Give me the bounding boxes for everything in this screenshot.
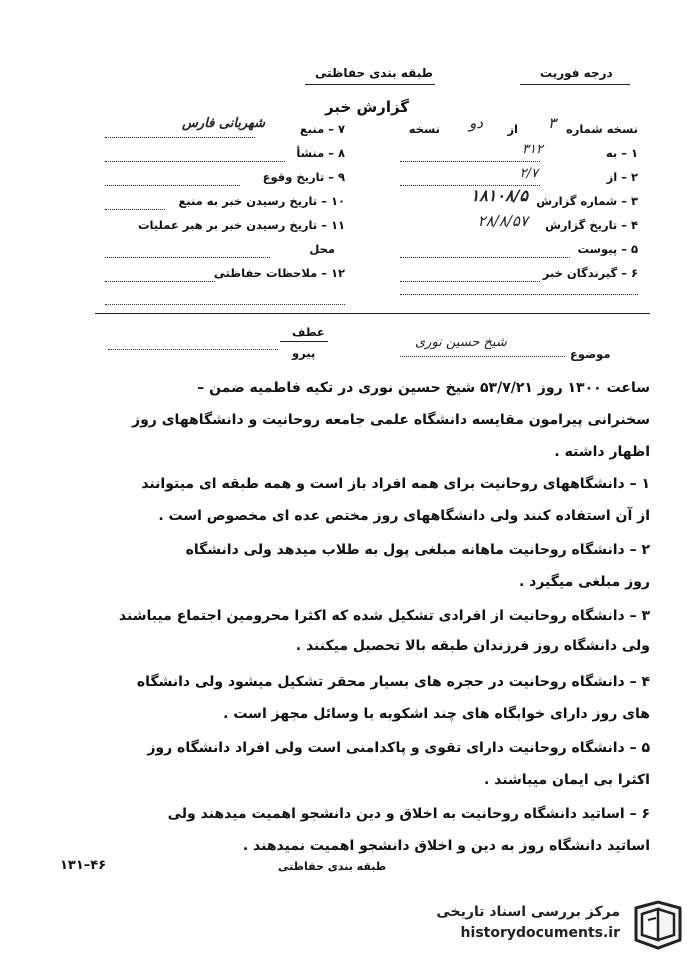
follow-up-label: پیرو [292, 346, 316, 360]
field-label: ۷ – منبع [299, 122, 345, 136]
handwritten-report-date: ۲۸/۸/۵۷ [477, 212, 528, 230]
field-label: ۴ – تاریخ گزارش [545, 218, 638, 232]
watermark-url: historydocuments.ir [460, 925, 620, 941]
field-label: ۱۰ – تاریخ رسیدن خبر به منبع [178, 194, 345, 208]
handwritten-to: ۳۱۲ [522, 142, 543, 157]
reference-label: عطف [292, 325, 325, 339]
archive-logo-icon [628, 900, 686, 950]
field-label: از [507, 122, 518, 136]
body-line: سخنرانی پیرامون مقایسه دانشگاه علمی جامعه روحانیت و دانشگاههای روز [132, 412, 650, 428]
field-label: ۵ – پیوست [577, 242, 638, 256]
handwritten-source: شهربانی فارس [182, 116, 265, 131]
left-field-block [105, 118, 345, 308]
field-label: محل [309, 242, 335, 256]
dotted-line [400, 280, 540, 282]
body-line: ۱ – دانشگاههای روحانیت برای همه افراد باز است و همه طبقه ای میتوانند [141, 476, 650, 492]
dotted-line [400, 256, 570, 258]
dotted-line [105, 303, 345, 305]
dotted-line [105, 280, 215, 282]
field-label: نسخه [408, 122, 440, 136]
field-label: ۸ – منشأ [296, 146, 345, 160]
dotted-line [400, 293, 638, 295]
field-label: ۹ – تاریخ وقوع [262, 170, 345, 184]
handwritten-copy-total: دو [469, 114, 483, 132]
subject-value: شیخ حسین نوری [415, 335, 507, 350]
dotted-line [105, 184, 240, 186]
body-line: از آن استفاده کنند ولی دانشگاههای روز مختص عده ای مخصوص است . [158, 508, 650, 524]
body-line: ۲ – دانشگاه روحانیت ماهانه مبلغی پول به طلاب میدهد ولی دانشگاه [185, 542, 650, 558]
body-line: اساتید دانشگاه روز به دین و اخلاق دانشجو اهمیت نمیدهند . [242, 838, 650, 854]
footer-classification: طبقه بندی حفاظتی [278, 860, 387, 873]
field-label: نسخه شماره [565, 122, 638, 136]
page-title: گزارش خبر [325, 98, 410, 116]
body-line: ساعت ۱۳۰۰ روز ۵۳/۷/۲۱ شیخ حسین نوری در تکیه فاطمیه ضمن – [197, 380, 650, 396]
dotted-line [400, 355, 565, 357]
field-label: ۶ – گیرندگان خبر [542, 266, 638, 280]
body-line: ۳ – دانشگاه روحانیت از افرادی تشکیل شده که اکثرا محرومین اجتماع میباشند [118, 608, 650, 624]
urgency-label: درجه فوریت [540, 66, 613, 80]
right-field-block [400, 114, 638, 308]
classification-label: طبقه بندی حفاظتی [315, 66, 433, 80]
urgency-underline [520, 84, 630, 85]
dotted-line [105, 136, 255, 138]
dotted-line [105, 208, 165, 210]
body-line: ۴ – دانشگاه روحانیت در حجره های بسیار محقر تشکیل میشود ولی دانشگاه [136, 674, 650, 690]
dotted-line [105, 160, 285, 162]
section-divider [95, 313, 650, 314]
subject-label: موضوع [570, 347, 611, 361]
document-code: ۱۳۱–۴۶ [60, 858, 107, 873]
handwritten-copy-number: ۳ [547, 114, 556, 132]
reference-rule [280, 341, 328, 342]
body-line: ولی دانشگاه روز فرزندان طبقه بالا تحصیل میکنند . [295, 638, 650, 654]
body-line: ۵ – دانشگاه روحانیت دارای تقوی و پاکدامنی است ولی افراد دانشگاه روز [147, 740, 650, 756]
dotted-line [108, 348, 278, 350]
dotted-line [105, 256, 270, 258]
handwritten-from: ۲/۷ [519, 166, 538, 181]
dotted-line [400, 160, 540, 162]
field-label: ۱ – به [605, 146, 638, 160]
field-label: ۱۱ – تاریخ رسیدن خبر بر هبر عملیات [137, 218, 345, 232]
body-line: های روز دارای خوابگاه های چند اشکوبه با وسائل مجهز است . [223, 706, 650, 722]
body-line: ۶ – اساتید دانشگاه روحانیت به اخلاق و دین دانشجو اهمیت میدهند ولی [167, 806, 650, 822]
classification-underline [305, 84, 435, 85]
watermark [420, 900, 690, 950]
body-line: روز مبلغی میگیرد . [518, 574, 650, 590]
body-line: اکثرا بی ایمان میباشند . [484, 772, 650, 788]
handwritten-report-number: ۱۸۱۰۸/۵ [470, 186, 528, 205]
body-line: اظهار داشته . [554, 444, 650, 460]
field-label: ۳ – شماره گزارش [536, 194, 638, 208]
field-label: ۱۲ – ملاحظات حفاظتی [213, 266, 345, 280]
field-label: ۲ – از [606, 170, 638, 184]
watermark-name: مرکز بررسی اسناد تاریخی [436, 904, 620, 920]
